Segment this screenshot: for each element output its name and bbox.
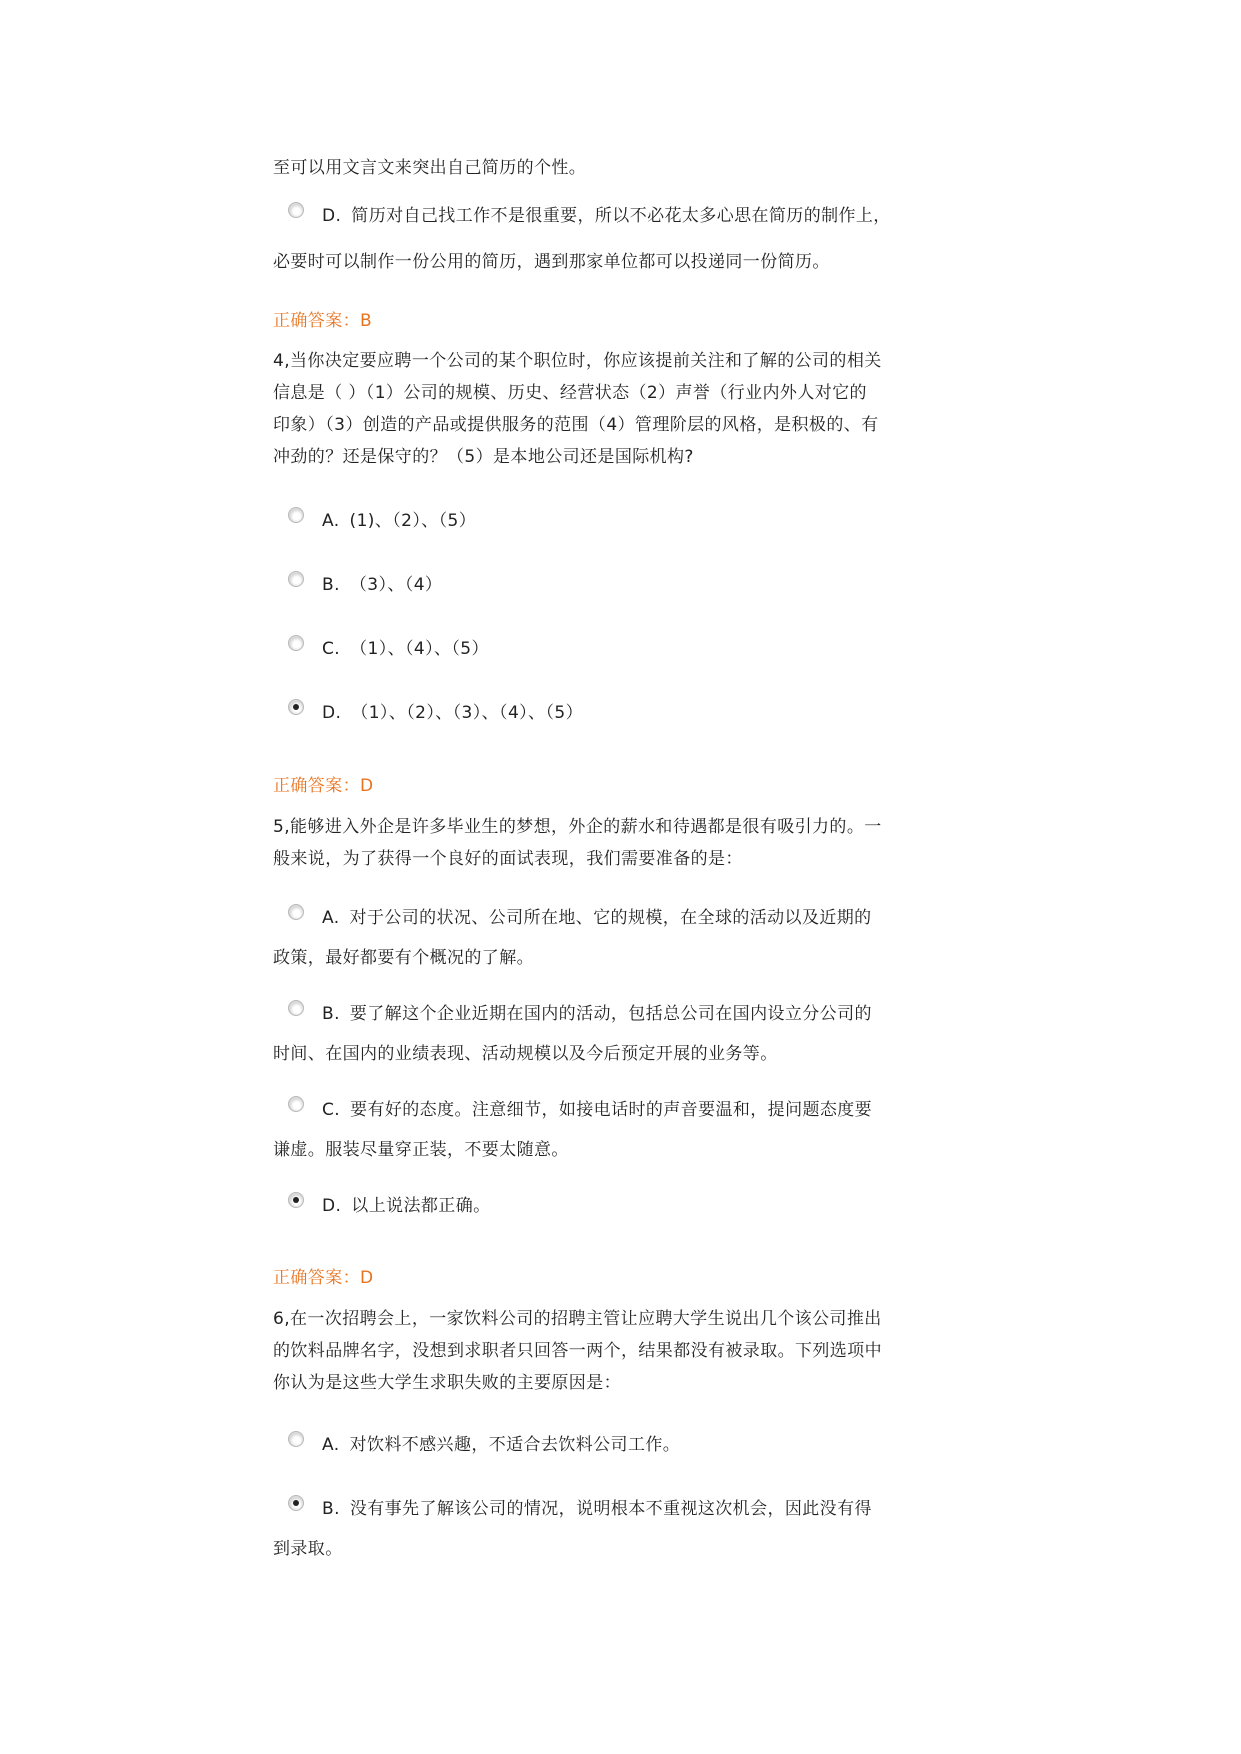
option-text: 要了解这个企业近期在国内的活动，包括总公司在国内设立分公司的 (349, 1004, 872, 1024)
radio-unchecked-icon[interactable] (288, 507, 304, 523)
option-text: （1）、（4）、（5） (350, 639, 489, 659)
radio-unchecked-icon[interactable] (288, 1096, 304, 1112)
option-q4-d[interactable] (288, 695, 583, 725)
correct-answer-q4: 正确答案：D (273, 776, 374, 796)
option-q6-a[interactable] (288, 1427, 680, 1457)
text-line: 至可以用文言文来突出自己简历的个性。 (273, 158, 587, 178)
option-q4-a[interactable] (288, 503, 476, 533)
option-text: 要有好的态度。注意细节，如接电话时的声音要温和，提问题态度要 (350, 1100, 873, 1120)
radio-checked-icon[interactable] (288, 699, 304, 715)
radio-checked-icon[interactable] (288, 1495, 304, 1511)
text-line: 谦虚。服装尽量穿正装，不要太随意。 (273, 1140, 569, 1160)
question-6-line: 6,在一次招聘会上，一家饮料公司的招聘主管让应聘大学生说出几个该公司推出 (273, 1309, 882, 1329)
option-letter: D. (322, 1196, 342, 1216)
option-text: (1)、（2）、（5） (349, 511, 477, 531)
correct-answer-q5: 正确答案：D (273, 1268, 374, 1288)
option-text: 简历对自己找工作不是很重要，所以不必花太多心思在简历的制作上， (351, 206, 891, 226)
radio-unchecked-icon[interactable] (288, 904, 304, 920)
question-5-line: 5,能够进入外企是许多毕业生的梦想，外企的薪水和待遇都是很有吸引力的。一 (273, 817, 882, 837)
option-letter: C. (322, 1100, 341, 1120)
option-letter: B. (322, 1004, 340, 1024)
option-letter: A. (322, 511, 340, 531)
text-line: 时间、在国内的业绩表现、活动规模以及今后预定开展的业务等。 (273, 1044, 778, 1064)
text-line: 政策，最好都要有个概况的了解。 (273, 948, 534, 968)
option-text: 对饮料不感兴趣，不适合去饮料公司工作。 (349, 1435, 681, 1455)
question-5-line: 般来说，为了获得一个良好的面试表现，我们需要准备的是： (273, 849, 743, 869)
text-line: 必要时可以制作一份公用的简历，遇到那家单位都可以投递同一份简历。 (273, 252, 830, 272)
option-q4-b[interactable] (288, 567, 442, 597)
option-q4-c[interactable] (288, 631, 489, 661)
option-letter: B. (322, 575, 340, 595)
option-text: 没有事先了解该公司的情况，说明根本不重视这次机会，因此没有得 (349, 1499, 872, 1519)
question-4-line: 4,当你决定要应聘一个公司的某个职位时，你应该提前关注和了解的公司的相关 (273, 351, 882, 371)
question-6-line: 的饮料品牌名字，没想到求职者只回答一两个，结果都没有被录取。下列选项中 (273, 1341, 882, 1361)
question-6-line: 你认为是这些大学生求职失败的主要原因是： (273, 1373, 621, 1393)
option-text: （3）、（4） (349, 575, 443, 595)
radio-unchecked-icon[interactable] (288, 635, 304, 651)
radio-unchecked-icon[interactable] (288, 202, 304, 218)
correct-answer-q3: 正确答案：B (273, 311, 373, 331)
option-q5-b[interactable] (288, 996, 872, 1026)
option-q3-d[interactable] (288, 198, 891, 228)
option-letter: D. (322, 703, 342, 723)
option-text: （1）、（2）、（3）、（4）、（5） (351, 703, 583, 723)
option-letter: B. (322, 1499, 340, 1519)
option-letter: A. (322, 908, 340, 928)
radio-unchecked-icon[interactable] (288, 1000, 304, 1016)
radio-unchecked-icon[interactable] (288, 571, 304, 587)
question-4-line: 印象）（3）创造的产品或提供服务的范围（4）管理阶层的风格，是积极的、有 (273, 415, 879, 435)
option-q6-b[interactable] (288, 1491, 872, 1521)
option-q5-a[interactable] (288, 900, 872, 930)
text-line: 到录取。 (273, 1539, 343, 1559)
option-letter: D. (322, 206, 342, 226)
option-q5-c[interactable] (288, 1092, 872, 1122)
radio-unchecked-icon[interactable] (288, 1431, 304, 1447)
question-4-line: 信息是（ ）（1）公司的规模、历史、经营状态（2）声誉（行业内外人对它的 (273, 383, 867, 403)
option-text: 对于公司的状况、公司所在地、它的规模，在全球的活动以及近期的 (349, 908, 872, 928)
option-letter: C. (322, 639, 341, 659)
question-4-line: 冲劲的？还是保守的？（5）是本地公司还是国际机构? (273, 447, 694, 467)
option-q5-d[interactable] (288, 1188, 491, 1218)
radio-checked-icon[interactable] (288, 1192, 304, 1208)
option-letter: A. (322, 1435, 340, 1455)
option-text: 以上说法都正确。 (351, 1196, 491, 1216)
